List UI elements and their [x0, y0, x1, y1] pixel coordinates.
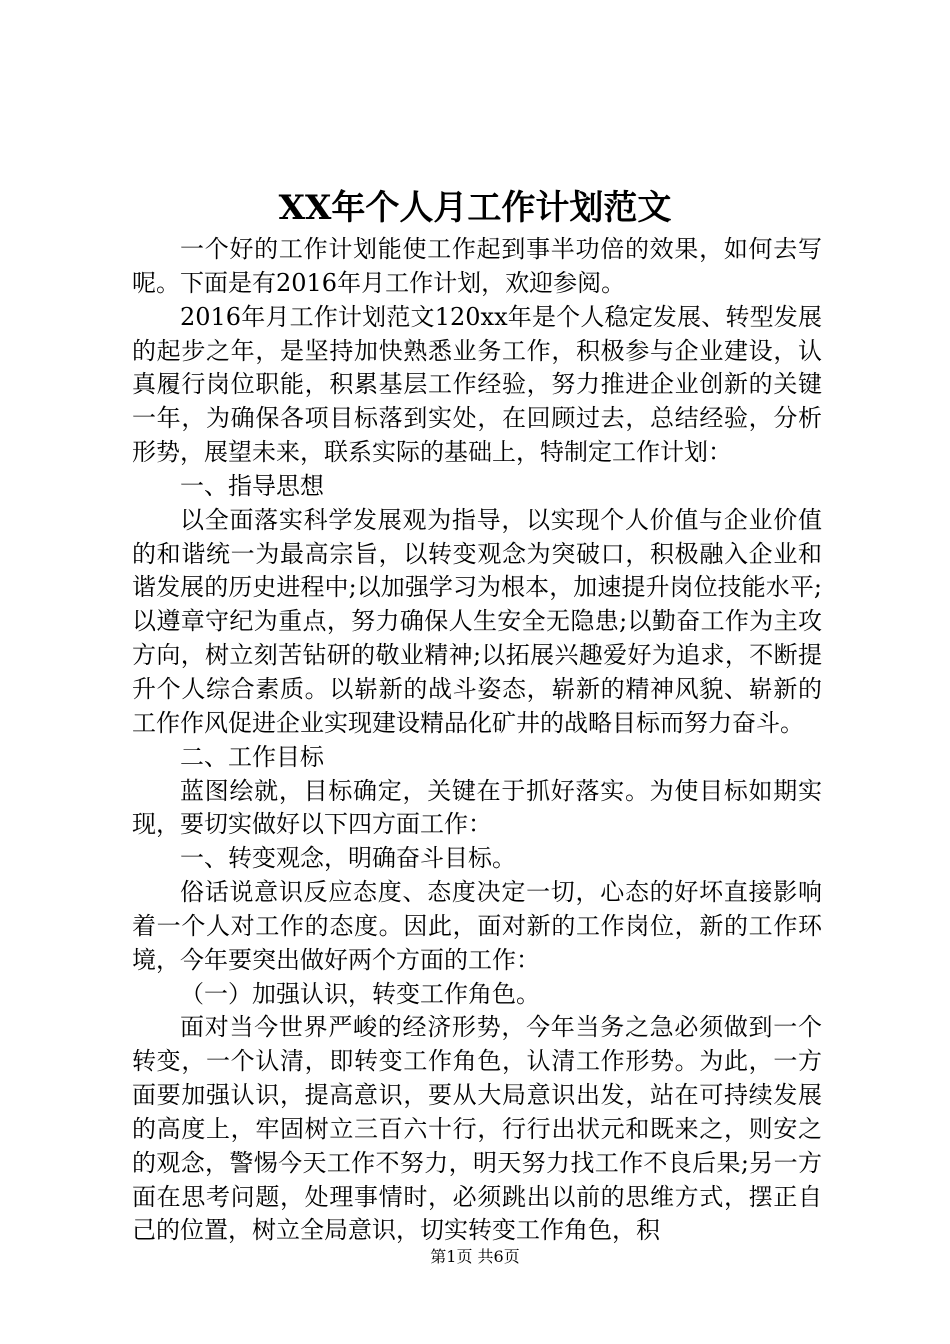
- heading-work-goals: 二、工作目标: [180, 742, 324, 771]
- paragraph-strengthen-awareness: 面对当今世界严峻的经济形势，今年当务之急必须做到一个转变，一个认清，即转变工作角色，认清工作形势。为此，一方面要加强认识，提高意识，要从大局意识出发，站在可持续发展的高度上，牢固树立三百六十行，行行出状元和既来之，则安之的观念，警惕今天工作不努力，明天努力找工作不良后果;另一方面在思考问题，处理事情时，必须跳出以前的思维方式，摆正自己的位置，树立全局意识，切实转变工作角色，积: [132, 1013, 822, 1245]
- heading-guiding-ideology: 一、指导思想: [180, 471, 324, 500]
- paragraph-plan-overview: 2016年月工作计划范文120xx年是个人稳定发展、转型发展的起步之年，是坚持加快熟悉业务工作，积极参与企业建设，认真履行岗位职能，积累基层工作经验，努力推进企业创新的关键一年，为确保各项目标落到实处，在回顾过去，总结经验，分析形势，展望未来，联系实际的基础上，特制定工作计划：: [132, 302, 822, 467]
- paragraph-change-concept: 俗话说意识反应态度、态度决定一切，心态的好坏直接影响着一个人对工作的态度。因此，面对新的工作岗位，新的工作环境，今年要突出做好两个方面的工作：: [132, 878, 822, 974]
- heading-change-concept: 一、转变观念，明确奋斗目标。: [180, 844, 516, 873]
- paragraph-intro: 一个好的工作计划能使工作起到事半功倍的效果，如何去写呢。下面是有2016年月工作计划，欢迎参阅。: [132, 235, 822, 297]
- document-title: XX年个人月工作计划范文: [278, 188, 672, 228]
- subheading-strengthen-awareness: （一）加强认识，转变工作角色。: [180, 979, 540, 1008]
- document-body: [132, 233, 822, 1248]
- paragraph-work-goals: 蓝图绘就，目标确定，关键在于抓好落实。为使目标如期实现，要切实做好以下四方面工作：: [132, 776, 822, 839]
- paragraph-guiding-ideology: 以全面落实科学发展观为指导，以实现个人价值与企业价值的和谐统一为最高宗旨，以转变观念为突破口，积极融入企业和谐发展的历史进程中;以加强学习为根本，加速提升岗位技能水平;以遵章守纪为重点，努力确保人生安全无隐患;以勤奋工作为主攻方向，树立刻苦钻研的敬业精神;以拓展兴趣爱好为追求，不断提升个人综合素质。以崭新的战斗姿态，崭新的精神风貌、崭新的工作作风促进企业实现建设精品化矿井的战略目标而努力奋斗。: [132, 505, 822, 737]
- page-number-footer: 第1页 共6页: [430, 1247, 520, 1266]
